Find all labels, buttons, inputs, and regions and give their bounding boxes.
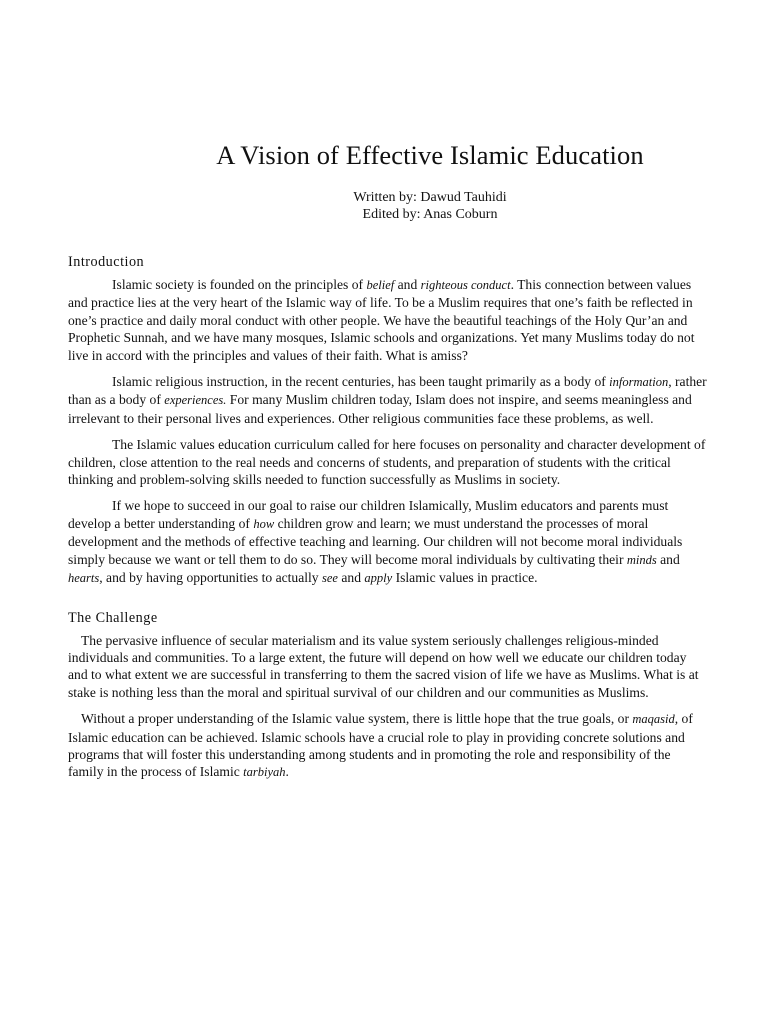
text-run: , and by having opportunities to actually <box>99 570 322 586</box>
text-run: children grow and learn; we must understand the processes of moral development and the methods of effective teaching and learning. Our children will not become moral individuals simply because we want or tell them to do so. They will become moral individuals by cultivating their <box>68 515 683 567</box>
text-run: Islamic religious instruction, in the recent centuries, has been taught primarily as a body of <box>112 374 610 390</box>
paragraph: The pervasive influence of secular materialism and its value system seriously challenges religious-minded individuals and communities. To a large extent, the future will depend on how well we educate our children today and to what extent we are successful in transferring to them the sacred vision of life we have as Muslims. What is at stake is nothing less than the moral and spiritual survival of our children and our communities as Muslims. <box>68 632 699 700</box>
editor-line: Edited by: Anas Coburn <box>362 207 498 222</box>
paragraph <box>68 373 708 427</box>
paragraph <box>68 276 708 364</box>
emphasis: minds <box>626 552 657 567</box>
emphasis: righteous conduct <box>420 278 511 292</box>
text-run: and <box>656 551 680 567</box>
byline <box>0 189 768 223</box>
emphasis: see <box>322 571 338 586</box>
emphasis: information <box>609 375 669 390</box>
emphasis: experiences. <box>164 393 227 408</box>
paragraph: The Islamic values education curriculum called for here focuses on personality and character development of children, close attention to the real needs and concerns of students, and preparation of students with the critical thinking and problem-solving skills needed to function successfully as Muslims in society. <box>68 437 706 488</box>
text-run: Without a proper understanding of the Islamic value system, there is little hope that the true goals, or <box>81 711 633 727</box>
text-run: . <box>285 764 289 780</box>
paragraph <box>68 497 708 587</box>
document-body <box>68 252 708 791</box>
text-run: Islamic values in practice. <box>392 570 538 586</box>
section-heading-challenge: The Challenge <box>68 609 158 626</box>
emphasis: belief <box>366 278 395 292</box>
text-run: Islamic society is founded on the principles of <box>112 277 367 292</box>
text-run: and <box>394 277 421 292</box>
page-title: A Vision of Effective Islamic Education <box>216 140 644 170</box>
emphasis: tarbiyah <box>243 765 286 780</box>
emphasis: how <box>253 516 275 531</box>
text-run: If we hope to succeed in our goal to raise our children Islamically, Muslim educators and parents must develop a better understanding of <box>68 498 669 531</box>
text-run: , rather than as a body of <box>68 374 707 408</box>
text-run: . This connection between values and practice lies at the very heart of the Islamic way of life. To be a Muslim requires that one’s faith be reflected in one’s practice and daily moral conduct with other people. We have the beautiful teachings of the Holy Qur’an and Prophetic Sunnah, and we have many mosques, Islamic schools and organizations. Yet many Muslims today do not live in accord with the principles and values of their faith. What is amiss? <box>68 277 695 363</box>
section-heading-introduction: Introduction <box>68 254 145 270</box>
emphasis: maqasid <box>632 712 675 727</box>
text-run: For many Muslim children today, Islam does not inspire, and seems meaningless and irrelevant to their personal lives and experiences. Other religious communities face these problems, as well. <box>68 392 692 426</box>
text-run: , of Islamic education can be achieved. Islamic schools have a crucial role to play in providing concrete solutions and programs that will foster this understanding among students and in promoting the role and responsibility of the family in the process of Islamic <box>68 711 693 780</box>
author-line: Written by: Dawud Tauhidi <box>353 190 507 205</box>
emphasis: apply <box>364 571 393 586</box>
paragraph <box>68 710 708 782</box>
emphasis: hearts <box>68 571 100 586</box>
text-run: and <box>337 570 365 586</box>
